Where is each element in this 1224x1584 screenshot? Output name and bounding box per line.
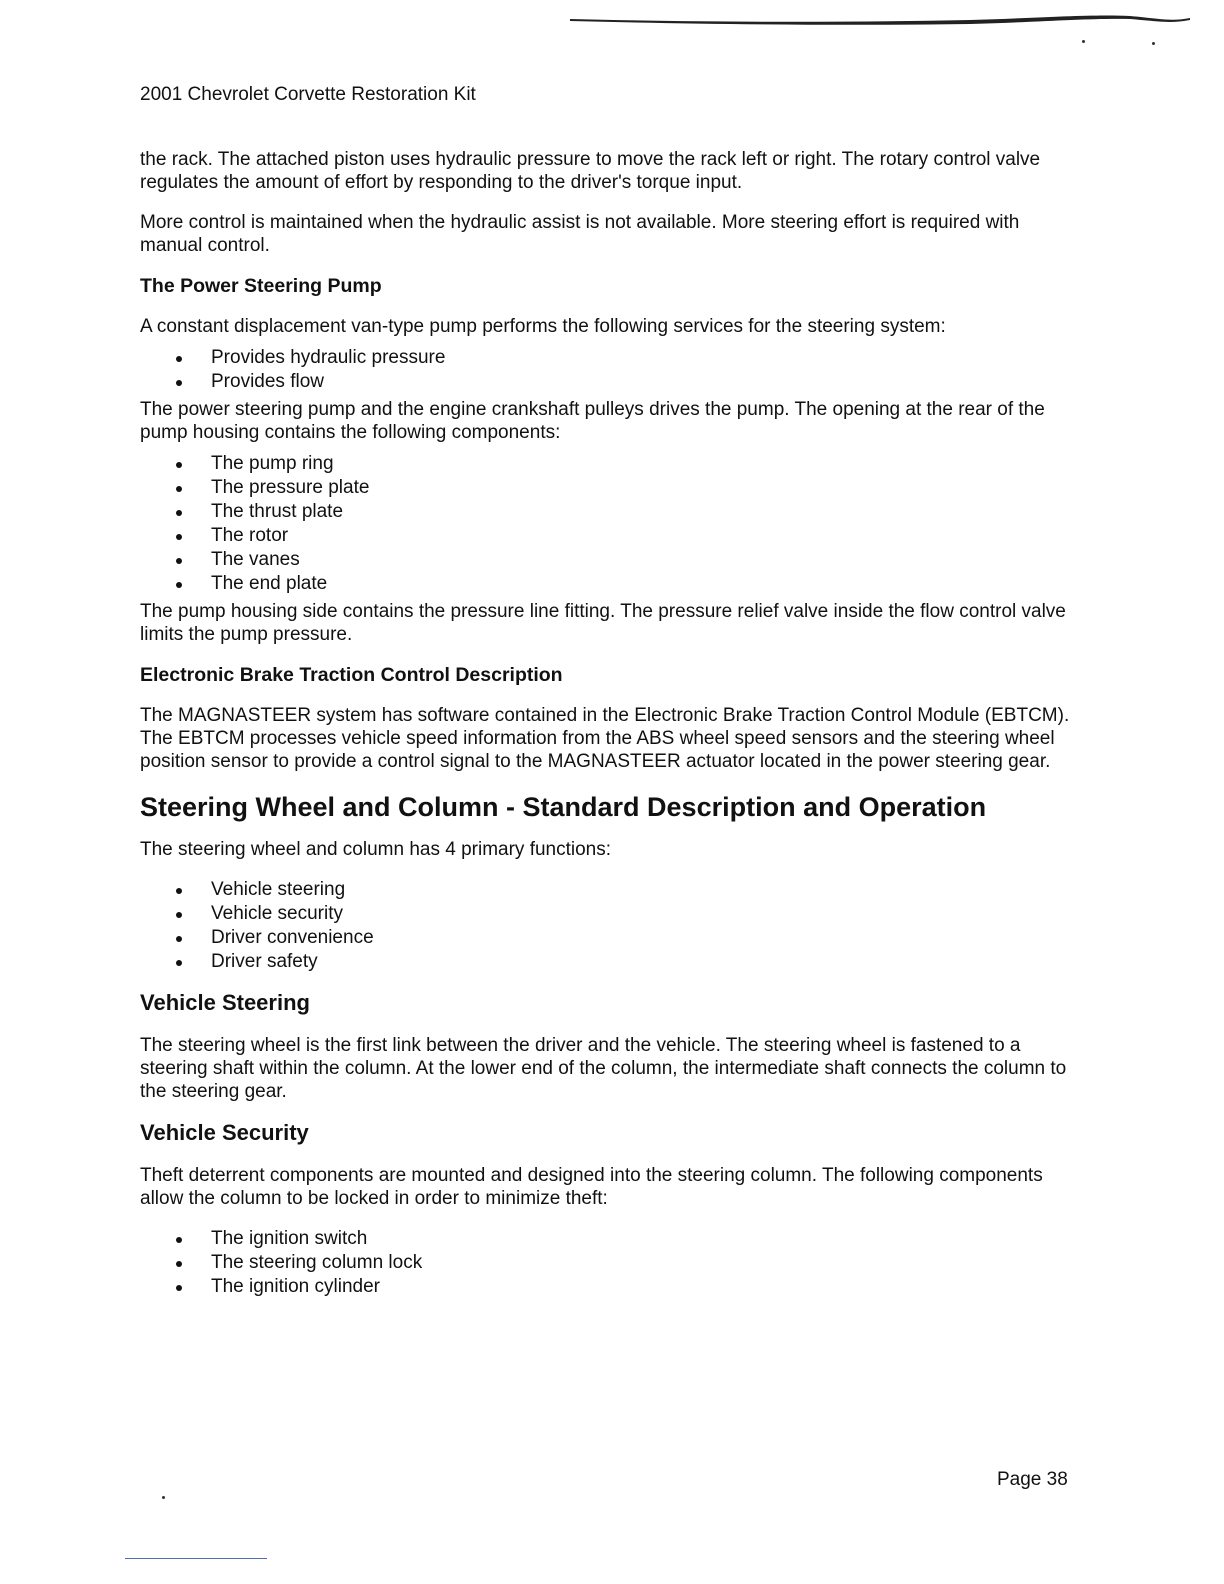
heading-vehicle-steering: Vehicle Steering [140,990,310,1015]
list-item [140,524,1075,548]
list-item [140,452,1075,476]
document-header: 2001 Chevrolet Corvette Restoration Kit [140,84,476,105]
list-item-text: Vehicle security [211,903,344,924]
paragraph-column-intro: The steering wheel and column has 4 primary functions: [140,839,612,860]
list-item-text: The thrust plate [211,501,344,522]
paragraph-pump-side: The pump housing side contains the pressure line fitting. The pressure relief valve inside the flow control valve limits the pump pressure. [140,601,1066,645]
list-item [140,1251,1075,1275]
list-item [140,370,1075,394]
list-item-text: Provides flow [211,371,324,392]
page-content [140,148,1075,1299]
list-item [140,346,1075,370]
bullet-dot [176,912,182,918]
list-item [140,878,1075,902]
paragraph-pump-intro: A constant displacement van-type pump performs the following services for the steering system: [140,316,946,337]
list-item [140,572,1075,596]
bullet-dot [176,558,182,564]
list-item-text: The ignition switch [211,1228,368,1249]
scan-streak-mark [570,10,1190,26]
bullet-dot [176,1237,182,1243]
list-item-text: Provides hydraulic pressure [211,347,446,368]
paragraph-pump-housing: The power steering pump and the engine crankshaft pulleys drives the pump. The opening at the rear of the pump housing contains the following components: [140,399,1045,443]
list-item-text: The rotor [211,525,289,546]
bottom-rule [125,1558,267,1559]
paragraph-ebtc: The MAGNASTEER system has software contained in the Electronic Brake Traction Control Module (EBTCM). The EBTCM processes vehicle speed information from the ABS wheel speed sensors and the steering wheel position sensor to provide a control signal to the MAGNASTEER actuator located in the power steering gear. [140,705,1070,772]
heading-vehicle-security: Vehicle Security [140,1120,309,1145]
pump-components-list [140,452,1075,596]
list-item [140,902,1075,926]
list-item-text: The pressure plate [211,477,370,498]
scan-speck [162,1496,165,1499]
bullet-dot [176,582,182,588]
list-item-text: Driver convenience [211,927,374,948]
bullet-dot [176,486,182,492]
paragraph-rack: the rack. The attached piston uses hydraulic pressure to move the rack left or right. The rotary control valve regulates the amount of effort by responding to the driver's torque input. [140,149,1041,193]
page-number: Page 38 [997,1469,1068,1490]
list-item [140,500,1075,524]
bullet-dot [176,510,182,516]
list-item [140,950,1075,974]
bullet-dot [176,1285,182,1291]
paragraph-vehicle-steering: The steering wheel is the first link between the driver and the vehicle. The steering wheel is fastened to a steering shaft within the column. At the lower end of the column, the intermediate shaft connects the column to the steering gear. [140,1035,1067,1102]
bullet-dot [176,1261,182,1267]
paragraph-vehicle-security: Theft deterrent components are mounted and designed into the steering column. The following components allow the column to be locked in order to minimize theft: [140,1165,1043,1209]
list-item [140,1227,1075,1251]
list-item [140,926,1075,950]
bullet-dot [176,888,182,894]
heading-power-steering-pump: The Power Steering Pump [140,275,382,297]
list-item-text: The end plate [211,573,328,594]
paragraph-manual-control: More control is maintained when the hydraulic assist is not available. More steering effort is required with manual control. [140,212,1020,256]
list-item [140,476,1075,500]
scan-speck [1082,40,1085,43]
bullet-dot [176,936,182,942]
list-item-text: The vanes [211,549,300,570]
list-item [140,548,1075,572]
bullet-dot [176,960,182,966]
list-item-text: The ignition cylinder [211,1276,380,1297]
security-components-list [140,1227,1075,1299]
heading-steering-wheel-column: Steering Wheel and Column - Standard Description and Operation [140,792,987,822]
bullet-dot [176,380,182,386]
bullet-dot [176,356,182,362]
list-item-text: The pump ring [211,453,334,474]
heading-ebtc: Electronic Brake Traction Control Description [140,664,563,686]
list-item-text: Vehicle steering [211,879,346,900]
bullet-dot [176,534,182,540]
column-functions-list [140,878,1075,974]
scan-speck [1152,42,1155,45]
list-item [140,1275,1075,1299]
list-item-text: Driver safety [211,951,318,972]
pump-services-list [140,346,1075,394]
list-item-text: The steering column lock [211,1252,423,1273]
bullet-dot [176,462,182,468]
